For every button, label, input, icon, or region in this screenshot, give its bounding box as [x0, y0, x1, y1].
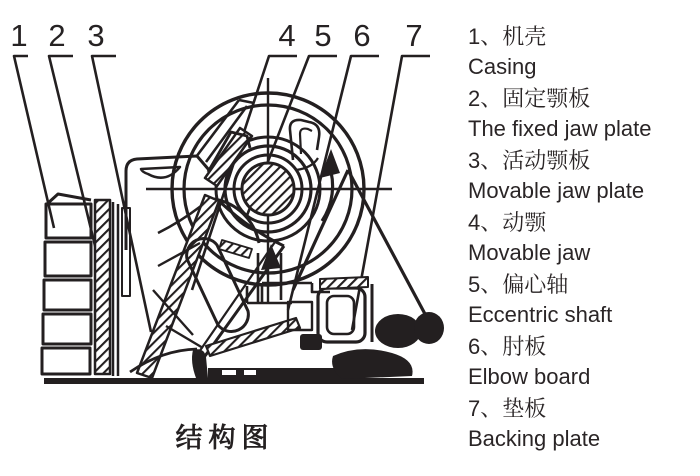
legend-item-eccentric-shaft	[468, 268, 698, 330]
legend-item-casing	[468, 20, 698, 82]
legend-en: Casing	[468, 53, 537, 79]
legend-item-fixed-jaw-plate	[468, 82, 698, 144]
toggle-seat-inner	[327, 296, 354, 334]
callout-number-3: 3	[87, 18, 105, 53]
legend-zh: 7、垫板	[468, 396, 547, 421]
callout-number-4: 4	[278, 18, 296, 53]
pitman-top	[196, 100, 254, 186]
legend-zh: 3、活动颚板	[468, 148, 591, 173]
legend-item-movable-jaw-plate	[468, 144, 698, 206]
legend-item-movable-jaw	[468, 206, 698, 268]
backing-plate	[320, 277, 368, 289]
callout-number-6: 6	[353, 18, 371, 53]
legend-zh: 6、肘板	[468, 334, 547, 359]
shaft-core	[242, 163, 294, 215]
legend-zh: 1、机壳	[468, 24, 547, 49]
casing-wall	[42, 194, 91, 374]
legend-en: Movable jaw	[468, 239, 591, 265]
legend-item-elbow-board	[468, 330, 698, 392]
figure-caption: 结构图	[175, 423, 275, 453]
parts-legend	[468, 20, 698, 454]
legend-zh: 2、固定颚板	[468, 86, 591, 111]
callout-number-1: 1	[10, 18, 28, 53]
legend-en: Backing plate	[468, 425, 601, 451]
legend-zh: 4、动颚	[468, 210, 547, 235]
legend-item-backing-plate	[468, 392, 698, 454]
callout-number-2: 2	[48, 18, 66, 53]
elbow-board-assembly	[206, 277, 372, 356]
callout-number-5: 5	[314, 18, 332, 53]
legend-en: Movable jaw plate	[468, 177, 645, 203]
legend-en: Elbow board	[468, 363, 591, 389]
legend-zh: 5、偏心轴	[468, 272, 569, 297]
legend-en: Eccentric shaft	[468, 301, 613, 327]
legend-en: The fixed jaw plate	[468, 115, 652, 141]
callout-leader-lines	[14, 56, 430, 332]
callout-number-7: 7	[405, 18, 423, 53]
